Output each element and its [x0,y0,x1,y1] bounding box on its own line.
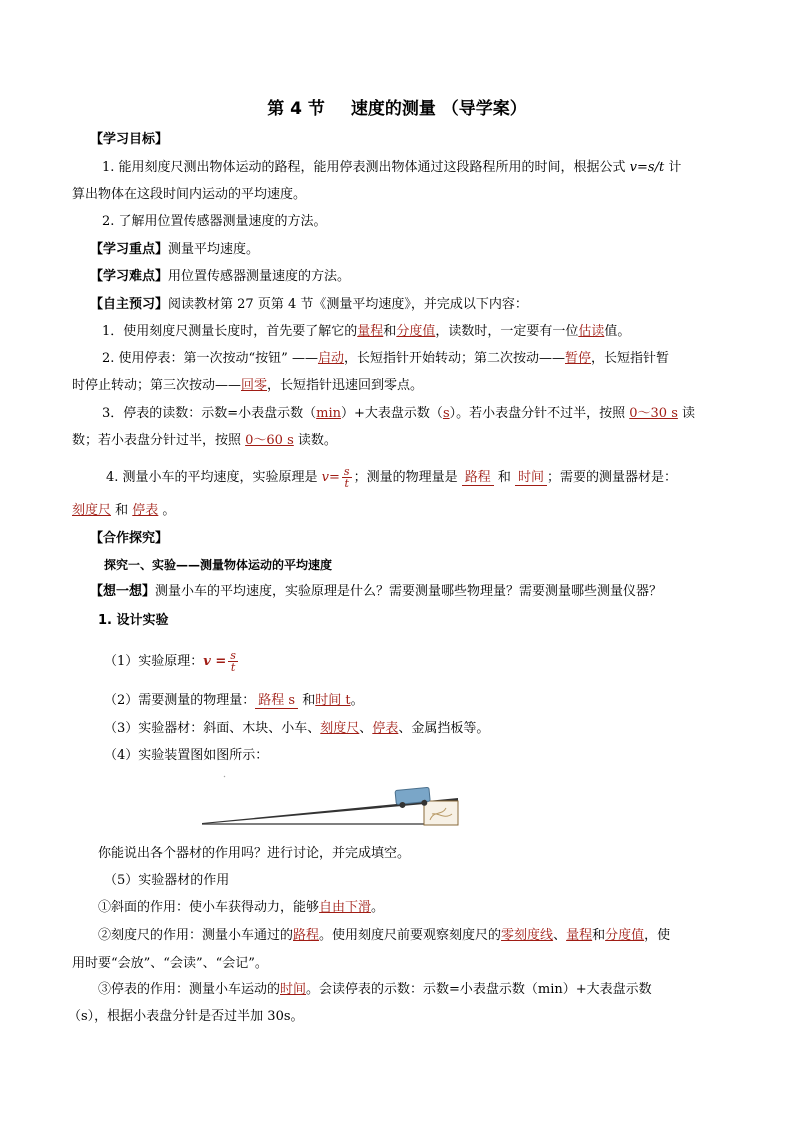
answer-blank: 时间 [280,982,307,997]
wood-block [424,801,458,825]
goal-item-2: 2. 了解用位置传感器测量速度的方法。 [102,214,327,229]
answer-blank: 量程 [566,928,593,943]
answer-blank: 路程 s [255,693,298,709]
explore-title: 探究一、实验——测量物体运动的平均速度 [104,558,333,572]
coop-header: 【合作探究】 [90,531,169,546]
answer-blank: 0～30 s [629,406,678,421]
role-stopwatch-cont: （s），根据小表盘分针是否过半加 30s。 [68,1009,304,1024]
answer-blank: 暂停 [565,351,592,366]
role-incline: ①斜面的作用：使小车获得动力，能够自由下滑。 [98,900,385,915]
setup-caption: （4）实验装置图如图所示： [104,748,269,763]
fraction-s-over-t: $\frac{s}{t}$ [230,649,236,674]
formula-v: v = [203,654,227,669]
preview-q4-cont: 刻度尺 和 停表 。 [72,503,176,518]
answer-blank: 路程 [293,928,320,943]
difficulty: 【学习难点】用位置传感器测量速度的方法。 [90,269,351,284]
fraction-s-over-t: $\frac{s}{t}$ [343,465,350,490]
formula-v-s-t: v=s/t [629,160,665,175]
dot-mark [224,776,225,777]
answer-blank: 估读 [578,324,605,339]
answer-blank: 量程 [357,324,384,339]
answer-blank: 路程 [462,470,494,486]
quantities: （2）需要测量的物理量： 路程 s 和时间 t。 [104,693,364,708]
answer-blank: 刻度尺 [320,721,360,736]
answer-blank: 自由下滑 [319,900,372,915]
preview-header: 【自主预习】阅读教材第 27 页第 4 节《测量平均速度》，并完成以下内容： [90,297,528,312]
answer-blank: 分度值 [396,324,436,339]
think-prompt: 【想一想】测量小车的平均速度，实验原理是什么？需要测量哪些物理量？需要测量哪些测量仪器？ [90,584,663,599]
design-heading: 1. 设计实验 [98,613,169,628]
principle: （1）实验原理：v = $\frac{s}{t}$ [104,649,236,674]
preview-q3-cont: 数；若小表盘分针过半，按照 0～60 s 读数。 [72,433,337,448]
goal-item-1-cont: 算出物体在这段时间内运动的平均速度。 [72,187,307,202]
answer-blank: 启动 [317,351,344,366]
title-section: 第 4 节 [267,99,325,119]
role-ruler-cont: 用时要“会放”、“会读”、“会记”。 [72,956,268,971]
role-ruler: ②刻度尺的作用：测量小车通过的路程。使用刻度尺前要观察刻度尺的零刻度线、量程和分度值，使 [98,928,671,943]
answer-blank: min [316,406,342,421]
answer-blank: s [442,406,450,421]
answer-blank: 分度值 [605,928,645,943]
answer-blank: 0～60 s [245,433,294,448]
page-title [0,94,794,119]
key-point: 【学习重点】测量平均速度。 [90,242,260,257]
answer-blank: 停表 [372,721,399,736]
preview-q3: 3．停表的读数：示数=小表盘示数（min）+大表盘示数（s）。若小表盘分针不过半，按照 0～30 s 读 [102,406,696,421]
answer-blank: 零刻度线 [501,928,554,943]
incline-diagram [196,770,466,832]
cart [395,787,431,808]
title-topic: 速度的测量 （导学案） [350,99,527,119]
answer-blank: 时间 [515,470,547,486]
role-stopwatch: ③停表的作用：测量小车运动的时间。会读停表的示数：示数=小表盘示数（min）+大表盘示数 [98,982,652,997]
discussion-prompt: 你能说出各个器材的作用吗？进行讨论，并完成填空。 [98,846,411,861]
answer-blank: 刻度尺 [72,503,112,518]
preview-q2: 2. 使用停表：第一次按动“按钮” ——启动，长短指针开始转动；第二次按动——暂停，长短指针暂 [102,351,670,366]
preview-q2-cont: 时停止转动；第三次按动——回零，长短指针迅速回到零点。 [72,378,424,393]
equipment: （3）实验器材：斜面、木块、小车、刻度尺、停表、金属挡板等。 [104,721,490,736]
preview-q1: 1．使用刻度尺测量长度时，首先要了解它的量程和分度值，读数时，一定要有一位估读值。 [102,324,631,339]
equipment-roles-heading: （5）实验器材的作用 [104,873,230,888]
goals-header: 【学习目标】 [90,132,169,147]
answer-blank: 停表 [132,503,159,518]
formula-v: v= [321,470,340,485]
answer-blank: 回零 [241,378,268,393]
goal-item-1: 1. 能用刻度尺测出物体运动的路程，能用停表测出物体通过这段路程所用的时间，根据公式 v=s/t 计 [102,160,682,175]
answer-blank: 时间 t [315,693,351,708]
preview-q4: 4. 测量小车的平均速度，实验原理是 v= $\frac{s}{t}$ ；测量的物理量是 路程 和 时间 ；需要的测量器材是： [106,465,678,490]
